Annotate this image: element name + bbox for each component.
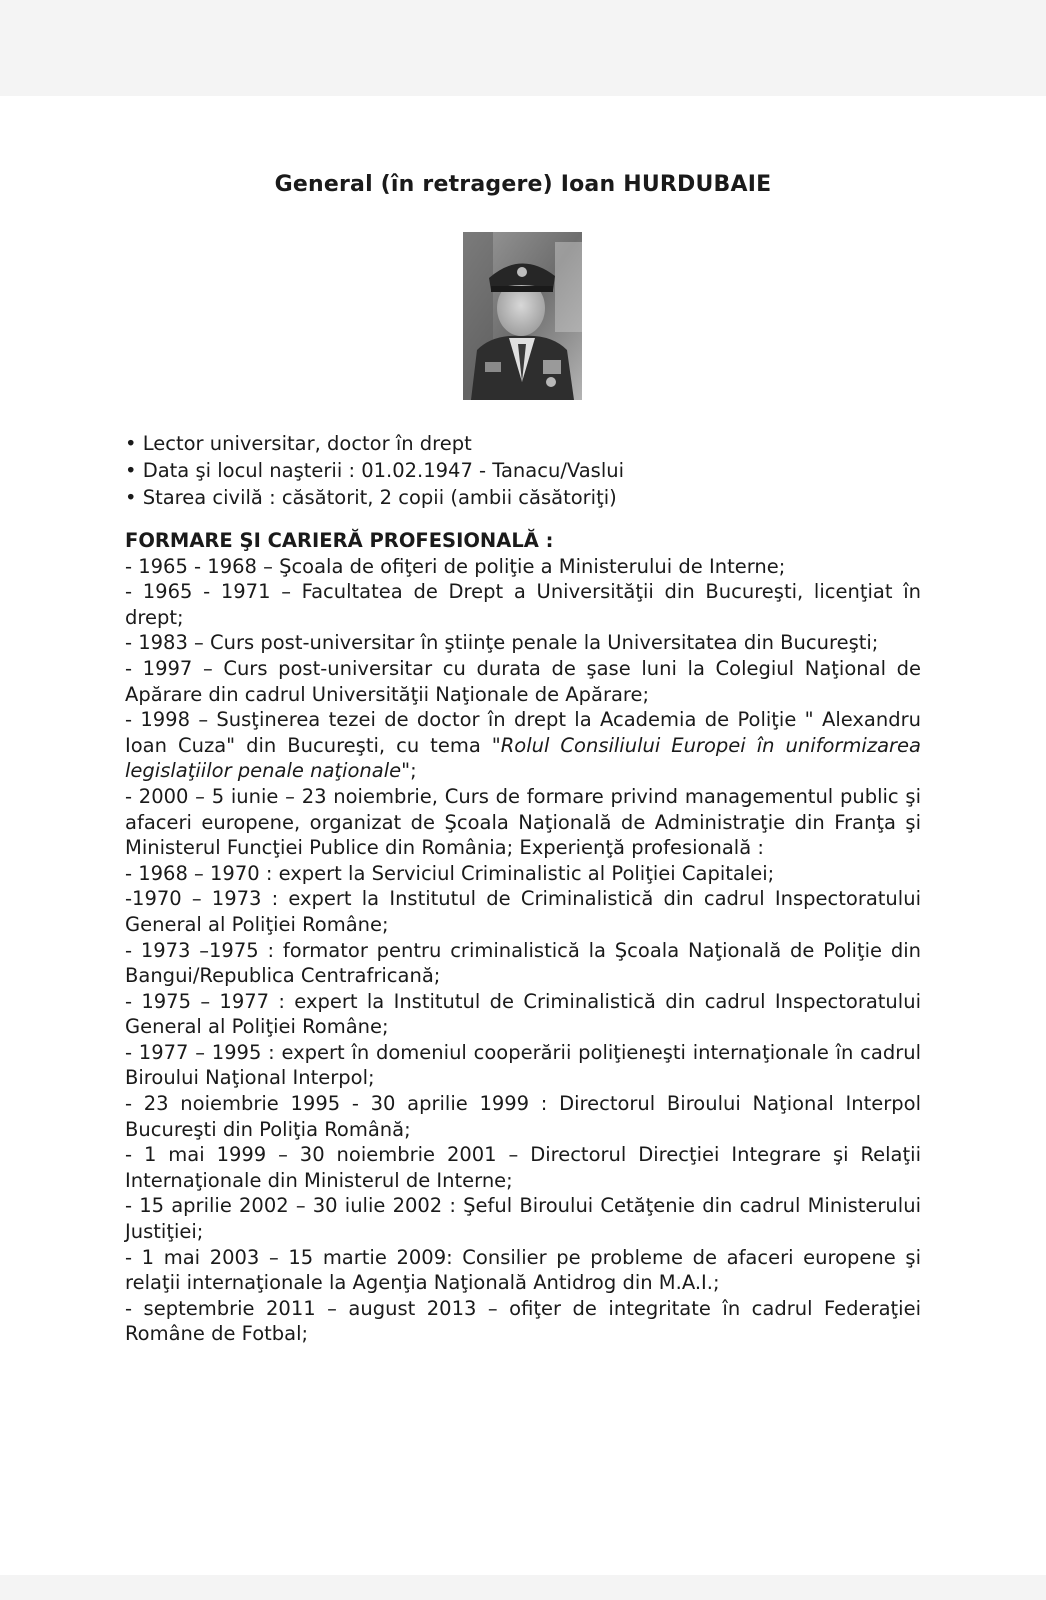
thesis-prefix: - 1998 – Susţinerea tezei de doctor în drept la Academia de Poliţie " Alexandru Ioan Cuza" din Bucureşti, cu tema " <box>125 708 921 757</box>
thesis-entry <box>125 707 921 784</box>
section-heading: FORMARE ŞI CARIERĂ PROFESIONALĂ : <box>125 529 554 552</box>
bullet-item: • Lector universitar, doctor în drept <box>125 432 472 455</box>
portrait-photo <box>463 232 582 400</box>
career-entry: -1970 – 1973 : expert la Institutul de Criminalistică din cadrul Inspectoratului General al Poliţiei Române; <box>125 887 921 936</box>
thesis-suffix: "; <box>401 759 417 783</box>
career-entry: - 1975 – 1977 : expert la Institutul de Criminalistică din cadrul Inspectoratului General al Poliţiei Române; <box>125 989 921 1039</box>
bullet-item: • Starea civilă : căsătorit, 2 copii (ambii căsătoriţi) <box>125 486 617 509</box>
career-entry: - 23 noiembrie 1995 - 30 aprilie 1999 : Directorul Biroului Naţional Interpol Bucureşti din Poliţia Română; <box>125 1092 921 1141</box>
career-entry: - 1965 - 1971 – Facultatea de Drept a Universităţii din Bucureşti, licenţiat în drept; <box>125 580 921 629</box>
career-entry: - 1968 – 1970 : expert la Serviciul Criminalistic al Poliţiei Capitalei; <box>125 861 775 885</box>
career-entry: - 1983 – Curs post-universitar în ştiinţe penale la Universitatea din Bucureşti; <box>125 631 879 655</box>
career-entry: - 1977 – 1995 : expert în domeniul cooperării poliţieneşti internaţionale în cadrul Biroului Naţional Interpol; <box>125 1040 921 1090</box>
career-entry: - 15 aprilie 2002 – 30 iulie 2002 : Şeful Biroului Cetăţenie din cadrul Ministerului Justiţiei; <box>125 1194 921 1244</box>
career-section <box>125 528 921 1347</box>
personal-info-list <box>125 430 925 511</box>
thesis-title: Rolul Consiliului Europei în uniformizarea legislaţiilor penale naţionale <box>125 733 921 783</box>
career-entry: - septembrie 2011 – august 2013 – ofiţer de integritate în cadrul Federaţiei Române de Fotbal; <box>125 1296 921 1346</box>
career-entry: - 1 mai 2003 – 15 martie 2009: Consilier pe probleme de afaceri europene şi relaţii internaţionale la Agenţia Naţională Antidrog din M.A.I.; <box>125 1245 921 1295</box>
career-entry: - 1 mai 1999 – 30 noiembrie 2001 – Directorul Direcţiei Integrare şi Relaţii Internaţionale din Ministerul de Interne; <box>125 1143 921 1192</box>
career-entry: - 1965 - 1968 – Şcoala de ofiţeri de poliţie a Ministerului de Interne; <box>125 554 786 578</box>
document-title: General (în retragere) Ioan HURDUBAIE <box>274 172 772 197</box>
career-entry: - 1997 – Curs post-universitar cu durata de şase luni la Colegiul Naţional de Apărare din cadrul Universităţii Naţionale de Apărare; <box>125 656 921 706</box>
bullet-item: • Data şi locul naşterii : 01.02.1947 - Tanacu/Vaslui <box>125 459 625 482</box>
career-entry: - 2000 – 5 iunie – 23 noiembrie, Curs de formare privind managementul public şi afaceri europene, organizat de Şcoala Naţională de Administraţie din Franţa şi Ministerul Funcţiei Publice din România; Experienţă profesională : <box>125 784 921 860</box>
career-entry: - 1973 –1975 : formator pentru criminalistică la Şcoala Naţională de Poliţie din Bangui/Republica Centrafricană; <box>125 938 921 988</box>
document-page <box>0 96 1046 1575</box>
